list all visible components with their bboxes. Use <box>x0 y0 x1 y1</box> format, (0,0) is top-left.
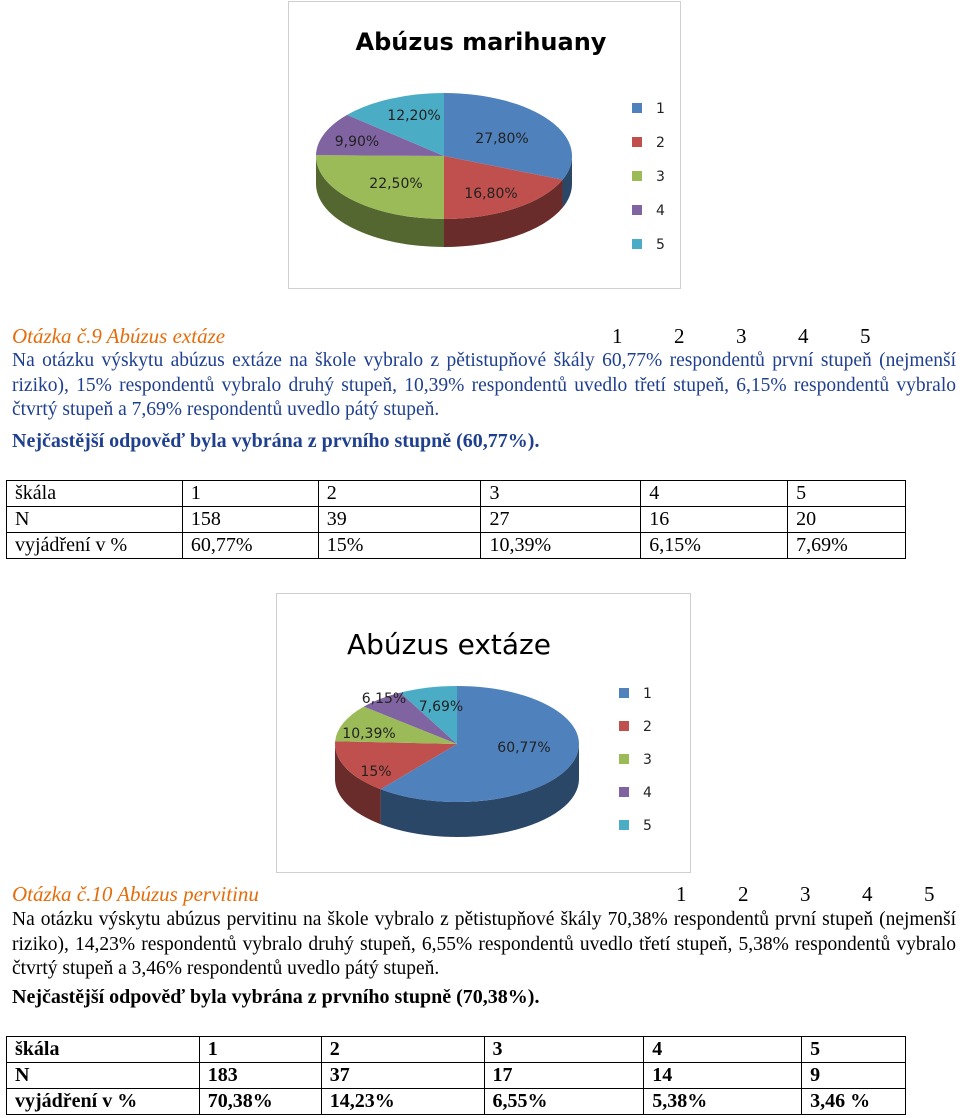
legend-swatch <box>619 688 629 698</box>
question-9-paragraph <box>12 349 956 423</box>
pie-slices <box>316 93 572 247</box>
legend-swatch <box>632 171 642 181</box>
table-cell: 10,39% <box>481 533 641 559</box>
table-cell: vyjádření v % <box>7 1089 200 1115</box>
legend-label: 4 <box>656 203 665 219</box>
data-label: 10,39% <box>342 726 396 742</box>
table-cell: 60,77% <box>182 533 318 559</box>
table-cell: 3 <box>481 481 641 507</box>
table-cell: 6,55% <box>484 1089 644 1115</box>
table-cell: 6,15% <box>641 533 788 559</box>
data-label: 16,80% <box>464 186 518 202</box>
legend-label: 1 <box>643 686 652 702</box>
legend-label: 5 <box>656 237 665 253</box>
table-cell: 5 <box>788 481 906 507</box>
chart-legend <box>632 101 665 253</box>
data-label: 9,90% <box>334 134 380 150</box>
table-cell: 5 <box>802 1037 906 1063</box>
legend-swatch <box>632 239 642 249</box>
legend-swatch <box>632 205 642 215</box>
table-cell: 4 <box>641 481 788 507</box>
chart-title: Abúzus marihuany <box>355 28 607 56</box>
data-label: 15% <box>360 764 392 780</box>
table-cell: vyjádření v % <box>7 533 183 559</box>
legend-swatch <box>632 103 642 113</box>
chart-title: Abúzus extáze <box>347 628 551 661</box>
scale-numbers <box>676 882 960 907</box>
legend-label: 4 <box>643 785 652 801</box>
table-cell: 1 <box>182 481 318 507</box>
table-cell: 9 <box>802 1063 906 1089</box>
table-cell: 3 <box>484 1037 644 1063</box>
scale-number: 5 <box>924 882 935 906</box>
question-10-paragraph <box>12 908 956 982</box>
table-cell: 2 <box>318 481 481 507</box>
data-label: 22,50% <box>369 176 423 192</box>
table-row <box>7 507 906 533</box>
data-label: 12,20% <box>387 108 441 124</box>
question-9-summary: Nejčastější odpověď byla vybrána z prvního stupně (60,77%). <box>12 430 540 452</box>
table-cell: 4 <box>644 1037 802 1063</box>
legend-label: 5 <box>643 818 652 834</box>
scale-number: 5 <box>860 324 871 348</box>
table-cell: N <box>7 1063 200 1089</box>
legend-swatch <box>619 787 629 797</box>
scale-number: 2 <box>738 882 749 906</box>
question-9-heading <box>12 324 952 349</box>
chart-extaze <box>276 593 691 873</box>
legend-label: 3 <box>656 169 665 185</box>
legend-label: 3 <box>643 752 652 768</box>
table-row <box>7 1063 906 1089</box>
data-label: 7,69% <box>418 699 464 715</box>
table-cell: 7,69% <box>788 533 906 559</box>
table-cell: 183 <box>199 1063 321 1089</box>
table-cell: 158 <box>182 507 318 533</box>
chart-marihuana <box>288 1 681 289</box>
scale-number: 3 <box>800 882 811 906</box>
table-cell: 16 <box>641 507 788 533</box>
legend-label: 2 <box>643 719 652 735</box>
table-cell: 15% <box>318 533 481 559</box>
table-cell: 17 <box>484 1063 644 1089</box>
scale-number: 3 <box>736 324 747 348</box>
chart-marihuana-svg <box>289 2 682 290</box>
table-cell: 39 <box>318 507 481 533</box>
data-label: 6,15% <box>361 691 407 707</box>
table-cell: 70,38% <box>199 1089 321 1115</box>
table-cell: N <box>7 507 183 533</box>
table-cell: 37 <box>321 1063 484 1089</box>
table-cell: 14,23% <box>321 1089 484 1115</box>
question-9-table <box>6 480 906 559</box>
legend-label: 1 <box>656 101 665 117</box>
table-cell: 2 <box>321 1037 484 1063</box>
table-row <box>7 481 906 507</box>
scale-number: 1 <box>676 882 687 906</box>
legend-swatch <box>619 721 629 731</box>
legend-swatch <box>619 754 629 764</box>
table-cell: 3,46 % <box>802 1089 906 1115</box>
table-cell: 14 <box>644 1063 802 1089</box>
table-cell: 5,38% <box>644 1089 802 1115</box>
table-row <box>7 1089 906 1115</box>
chart-legend <box>619 686 652 834</box>
scale-numbers <box>612 324 922 349</box>
legend-swatch <box>619 820 629 830</box>
scale-number: 4 <box>862 882 873 906</box>
legend-swatch <box>632 137 642 147</box>
table-cell: 20 <box>788 507 906 533</box>
table-cell: škála <box>7 481 183 507</box>
question-10-heading <box>12 882 952 907</box>
paragraph-text: Na otázku výskytu abúzus pervitinu na škole vybralo z pětistupňové škály 70,38% respondentů první stupeň (nejmenší riziko), 14,23% respondentů vybralo druhý stupeň, 6,55% respondentů uvedlo třetí stupeň, 5,38% respondentů vybralo čtvrtý stupeň a 3,46% respondentů uvedlo pátý stupeň. <box>12 909 956 979</box>
scale-number: 2 <box>674 324 685 348</box>
question-title: Otázka č.9 Abúzus extáze <box>12 324 226 348</box>
question-title: Otázka č.10 Abúzus pervitinu <box>12 882 259 906</box>
legend-label: 2 <box>656 135 665 151</box>
table-cell: 1 <box>199 1037 321 1063</box>
question-10-table <box>6 1036 906 1115</box>
paragraph-text: Na otázku výskytu abúzus extáze na škole vybralo z pětistupňové škály 60,77% respondentů první stupeň (nejmenší riziko), 15% respondentů vybralo druhý stupeň, 10,39% respondentů uvedlo třetí stupeň, 6,15% respondentů vybralo čtvrtý stupeň a 7,69% respondentů uvedlo pátý stupeň. <box>12 350 956 420</box>
data-label: 60,77% <box>497 740 551 756</box>
table-cell: 27 <box>481 507 641 533</box>
chart-extaze-svg <box>277 594 692 874</box>
table-row <box>7 1037 906 1063</box>
scale-number: 1 <box>612 324 623 348</box>
table-cell: škála <box>7 1037 200 1063</box>
table-row <box>7 533 906 559</box>
data-label: 27,80% <box>475 131 529 147</box>
question-10-summary: Nejčastější odpověď byla vybrána z prvního stupně (70,38%). <box>12 986 540 1008</box>
scale-number: 4 <box>798 324 809 348</box>
